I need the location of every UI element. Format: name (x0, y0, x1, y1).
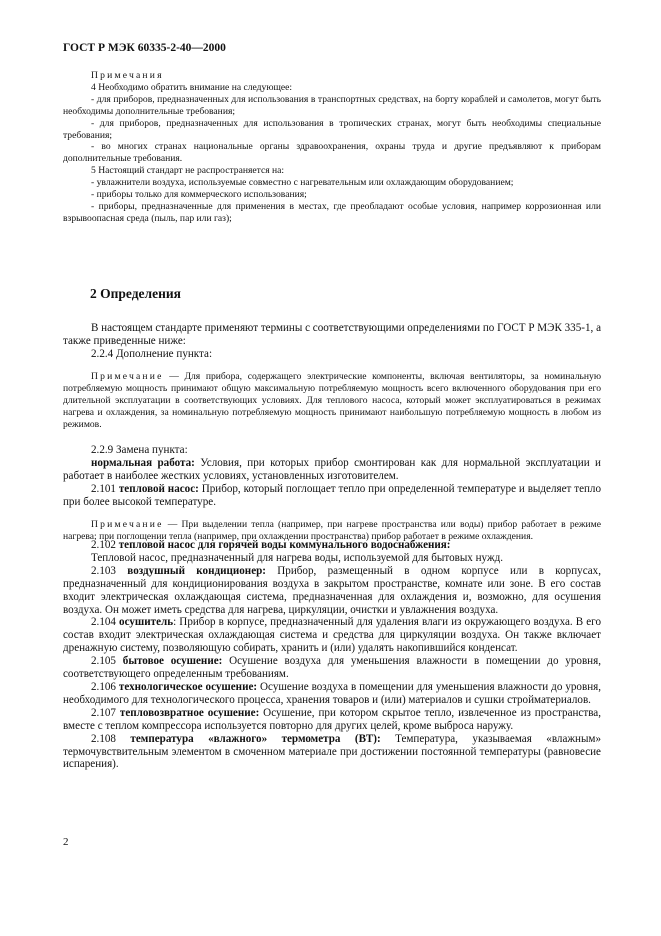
note-item: - увлажнители воздуха, используемые совместно с нагревательным или охлаждающим оборудованием; (91, 177, 514, 189)
intro-block (63, 322, 601, 361)
definitions-list (63, 457, 601, 509)
note-item: - во многих странах национальные органы здравоохранения, охраны труда и другие предъявляют к приборам дополнительные требования. (63, 141, 601, 165)
definition-term: нормальная работа: (91, 456, 195, 469)
note-item: 5 Настоящий стандарт не распространяется на: (91, 165, 285, 177)
definitions-block (63, 539, 601, 771)
note-item: 4 Необходимо обратить внимание на следующее: (91, 81, 293, 93)
definition (63, 681, 601, 707)
definition (63, 483, 601, 509)
note-label: Примечание (91, 519, 164, 530)
definition-number: 2.102 (91, 539, 119, 551)
definition (63, 552, 601, 565)
definition-text: Тепловой насос, предназначенный для нагрева воды, используемой для бытовых нужд. (91, 551, 504, 564)
page-number: 2 (63, 836, 69, 848)
note-text: — Для прибора, содержащего электрические компоненты, включая вентиляторы, за номинальную потребляемую мощность принимают общую максимальную потребляемую мощность всего включенного оборудования при его длительной эксплуатации в соответствующих условиях. Для теплового насоса, который может эксплуатироваться в режимах нагрева и охлаждения, за номинальную потребляемую мощность принимают наибольшую потребляемую мощность в любом из режимов. (63, 371, 601, 430)
definition-number: 2.103 (91, 564, 128, 577)
definition-text: Условия, при которых прибор смонтирован как для нормальной эксплуатации и работает в наиболее жестких условиях, установленных изготовителем. (63, 456, 601, 482)
definition (63, 457, 601, 483)
definition (63, 707, 601, 733)
definition (63, 616, 601, 655)
definition (63, 565, 601, 617)
definition-text: : Прибор в корпусе, предназначенный для удаления влаги из окружающего воздуха. В его состав входит электрическая охлаждающая система и средства для циркуляции воздуха. Он также включает дренажную систему, позволяющую собирать, хранить и (или) удалять накопившийся конденсат. (63, 616, 601, 655)
definition-text: Осушение, при котором скрытое тепло, извлеченное из пространства, вместе с теплом компрессора используется повторно для других целей, кроме выброса наружу. (63, 706, 601, 732)
definition-number: 2.107 (91, 706, 120, 719)
intro-paragraph: В настоящем стандарте применяют термины с соответствующими определениями по ГОСТ Р МЭК 335-1, а также приведенные ниже: (63, 322, 601, 347)
definitions-list (63, 539, 601, 771)
note-text: — При выделении тепла (например, при нагреве пространства или воды) прибор работает в режиме нагрева; при поглощении тепла (например, при охлаждении пространства) прибор работает в режиме охлаждения. (63, 519, 601, 542)
definition-term: тепловой насос для горячей воды коммунального водоснабжения: (118, 539, 451, 551)
definition-text: Осушение воздуха для уменьшения влажности в помещении до уровня, соответствующего определенным требованиям. (63, 655, 601, 681)
definition-term: воздушный кондиционер: (127, 564, 266, 577)
clause-2-2-9: 2.2.9 Замена пункта: (91, 444, 188, 456)
definition (63, 655, 601, 681)
clause-2-2-9-block (63, 444, 601, 509)
note-2-2-4 (63, 371, 601, 431)
definition-number: 2.105 (91, 655, 123, 668)
definition-number: 2.104 (91, 616, 120, 629)
definition-text: Температура, указываемая «влажным» термочувствительным элементом в смоченном материале при достижении постоянной температуры (равновесие испарения). (63, 732, 602, 771)
note-item: - для приборов, предназначенных для использования в тропических странах, могут быть необходимы специальные требования; (63, 117, 601, 141)
definition-term: тепловой насос: (118, 482, 199, 495)
definition-number: 2.101 (91, 482, 119, 495)
definition-term: осушитель (119, 616, 174, 629)
note-item: - для приборов, предназначенных для использования в транспортных средствах, на борту кораблей и самолетов, могут быть необходимы дополнительные требования; (63, 93, 601, 117)
definition-number: 2.106 (91, 680, 119, 693)
definition-term: бытовое осушение: (122, 655, 223, 668)
section-title: 2 Определения (90, 286, 181, 301)
notes-list (63, 82, 601, 225)
definition-term: технологическое осушение: (118, 680, 258, 693)
note-item: - приборы только для коммерческого использования; (91, 189, 307, 201)
note-label: Примечание (91, 371, 164, 382)
document-header: ГОСТ Р МЭК 60335-2-40—2000 (63, 42, 226, 54)
definition-text: Прибор, который поглощает тепло при определенной температуре и выделяет тепло при более высокой температуре. (63, 482, 602, 508)
notes-block (63, 70, 601, 225)
note-item: - приборы, предназначенные для применения в местах, где преобладают особые условия, например коррозионная или взрывоопасная среда (пыль, пар или газ); (63, 200, 601, 224)
clause-2-2-4: 2.2.4 Дополнение пункта: (91, 347, 213, 360)
notes-title: Примечания (91, 70, 164, 81)
definition-term: тепловозвратное осушение: (119, 706, 260, 719)
definition-term: температура «влажного» термометра (ВТ): (130, 732, 381, 745)
definition (63, 733, 601, 772)
definition-text: Прибор, размещенный в одном корпусе или в корпусах, предназначенный для кондиционирования воздуха в закрытом пространстве, комнате или зоне. В его состав входит электрическая охлаждающая система, предназначенная для охлаждения и, возможно, для осушения воздуха. Он может иметь средства для нагрева, циркуляции, очистки и увлажнения воздуха. (63, 564, 601, 616)
definition-text: Осушение воздуха в помещении для уменьшения влажности до уровня, необходимого для технологического процесса, хранения товаров и (или) материалов и сушки стройматериалов. (63, 680, 602, 706)
definition-number: 2.108 (91, 732, 131, 745)
definition (63, 539, 601, 552)
